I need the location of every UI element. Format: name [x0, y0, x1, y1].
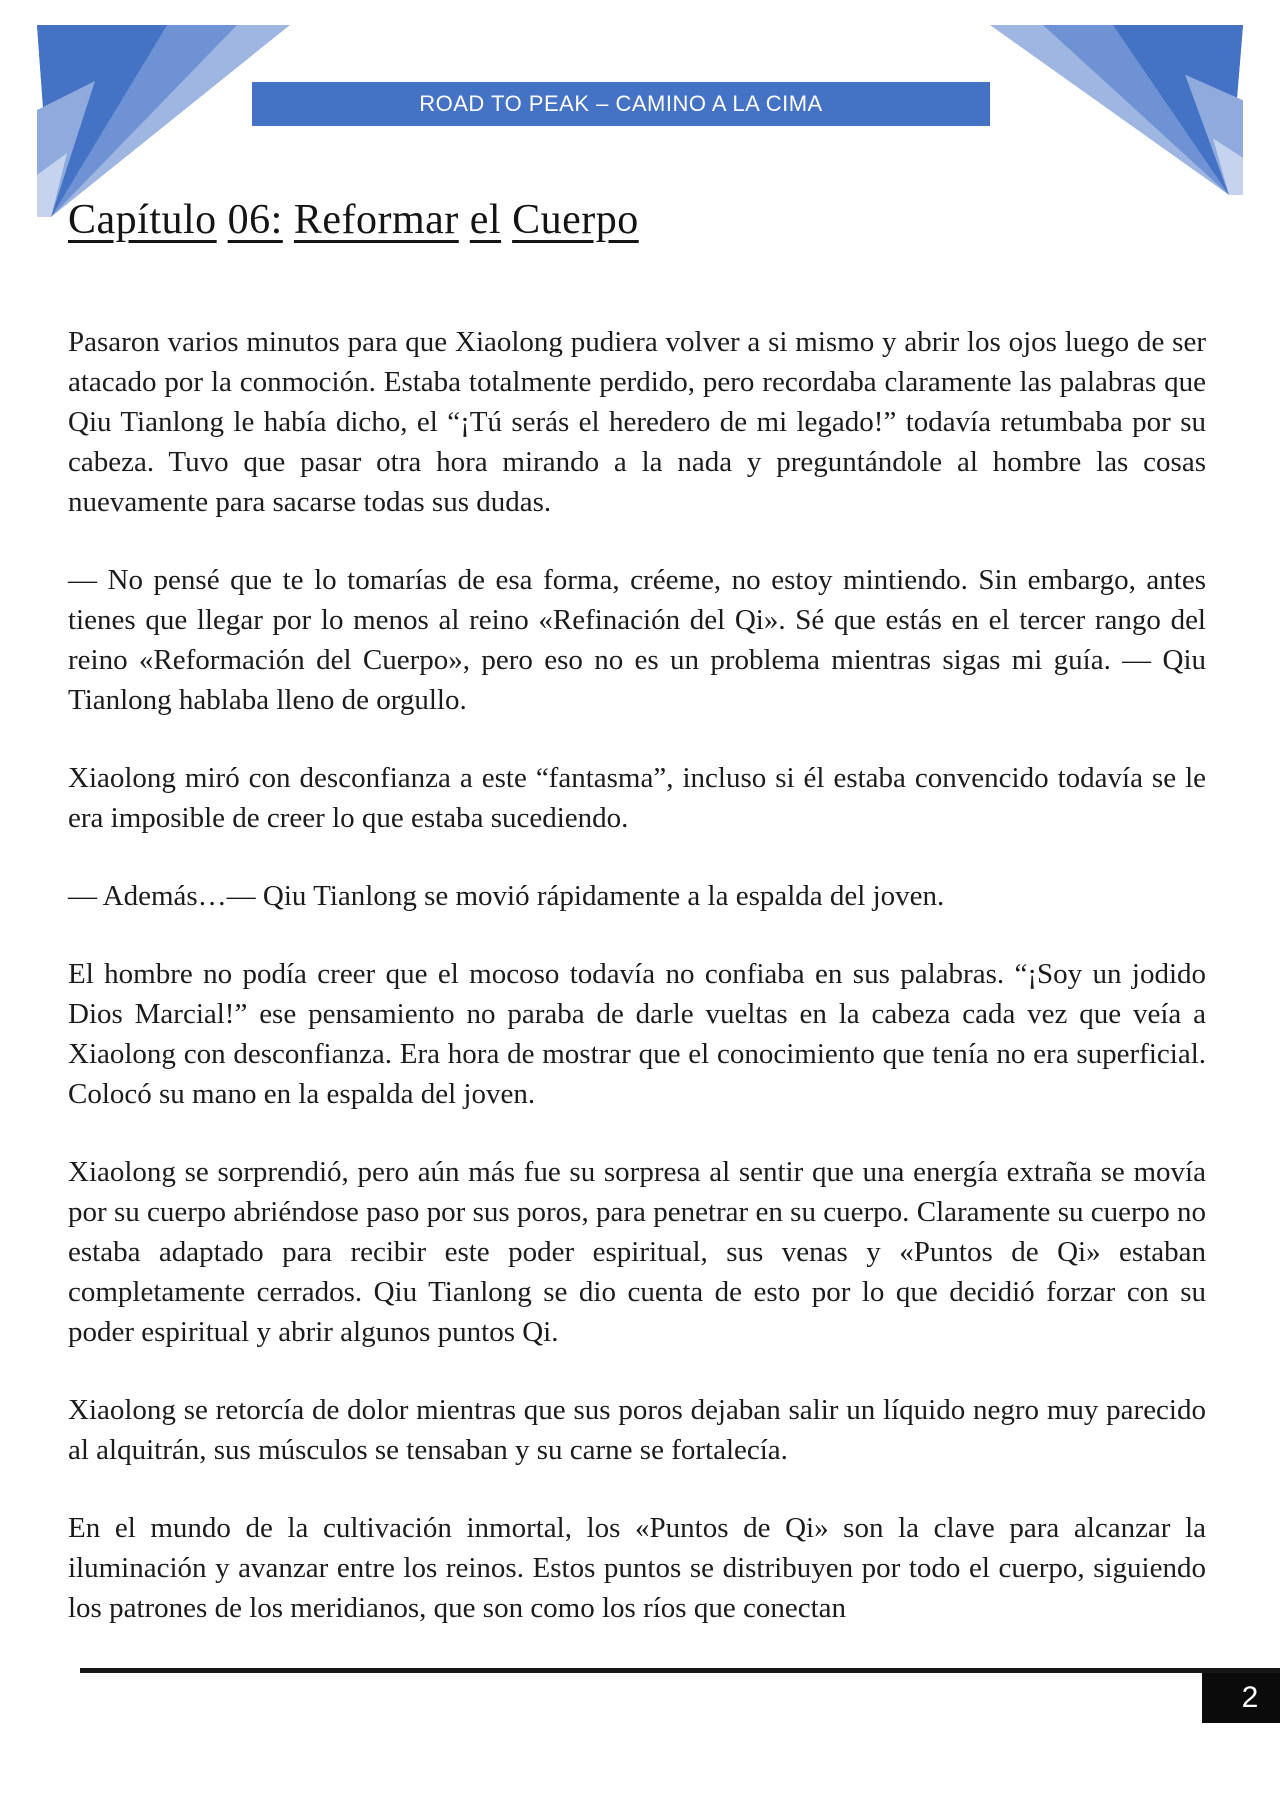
paragraph: Xiaolong se retorcía de dolor mientras que sus poros dejaban salir un líquido negro muy parecido al alquitrán, sus músculos se tensaban y su carne se fortalecía. — [68, 1394, 1206, 1466]
header-decoration-right — [990, 25, 1243, 195]
paragraph: El hombre no podía creer que el mocoso todavía no confiaba en sus palabras. “¡Soy un jodido Dios Marcial!” ese pensamiento no paraba de darle vueltas en la cabeza cada vez que veía a Xiaolong con desconfianza. Era hora de mostrar que el conocimiento que tenía no era superficial. Colocó su mano en la espalda del joven. — [68, 958, 1206, 1110]
paragraph: Xiaolong miró con desconfianza a este “fantasma”, incluso si él estaba convencido todavía se le era imposible de creer lo que estaba sucediendo. — [68, 762, 1206, 834]
paragraph: — Además…— Qiu Tianlong se movió rápidamente a la espalda del joven. — [68, 880, 945, 912]
paragraph: Xiaolong se sorprendió, pero aún más fue su sorpresa al sentir que una energía extraña se movía por su cuerpo abriéndose paso por sus poros, para penetrar en su cuerpo. Claramente su cuerpo no estaba adaptado para recibir este poder espiritual, sus venas y «Puntos de Qi» estaban completamente cerrados. Qiu Tianlong se dio cuenta de esto por lo que decidió forzar con su poder espiritual y abrir algunos puntos Qi. — [68, 1156, 1206, 1348]
paragraph: En el mundo de la cultivación inmortal, los «Puntos de Qi» son la clave para alcanzar la iluminación y avanzar entre los reinos. Estos puntos se distribuyen por todo el cuerpo, siguiendo los patrones de los meridianos, que son como los ríos que conectan — [68, 1512, 1206, 1624]
paragraph: — No pensé que te lo tomarías de esa forma, créeme, no estoy mintiendo. Sin embargo, antes tienes que llegar por lo menos al reino «Refinación del Qi». Sé que estás en el tercer rango del reino «Reformación del Cuerpo», pero eso no es un problema mientras sigas mi guía. — Qiu Tianlong hablaba lleno de orgullo. — [68, 564, 1206, 716]
paragraph: Pasaron varios minutos para que Xiaolong pudiera volver a si mismo y abrir los ojos luego de ser atacado por la conmoción. Estaba totalmente perdido, pero recordaba claramente las palabras que Qiu Tianlong le había dicho, el “¡Tú serás el heredero de mi legado!” todavía retumbaba por su cabeza. Tuvo que pasar otra hora mirando a la nada y preguntándole al hombre las cosas nuevamente para sacarse todas sus dudas. — [68, 326, 1206, 518]
page-number: 2 — [1241, 1681, 1259, 1714]
chapter-content — [68, 196, 1206, 1666]
footer-rule — [80, 1668, 1280, 1673]
page-number-badge — [1202, 1673, 1280, 1723]
banner-title: ROAD TO PEAK – CAMINO A LA CIMA — [419, 91, 823, 116]
header-banner — [252, 82, 990, 126]
chapter-title: Capítulo 06: Reformar el Cuerpo — [68, 197, 639, 243]
